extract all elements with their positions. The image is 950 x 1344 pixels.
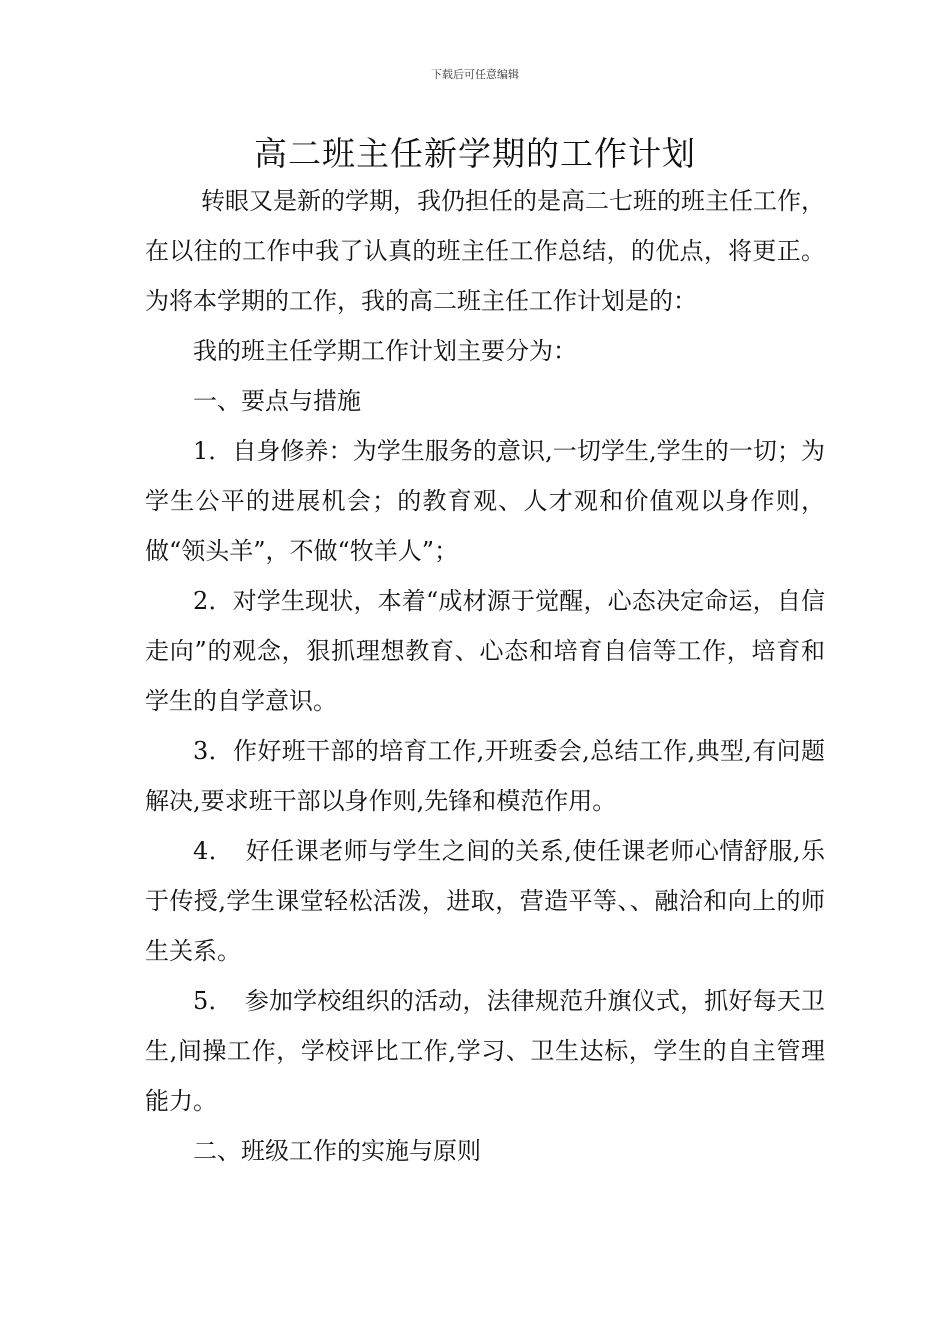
list-item-2: 2．对学生现状，本着“成材源于觉醒，心态决定命运，自信走向”的观念，狠抓理想教育、心态和培育自信等工作，培育和学生的自学意识。 <box>145 587 825 715</box>
section-heading-1: 一、要点与措施 <box>193 387 361 415</box>
document-title: 高二班主任新学期的工作计划 <box>254 134 696 173</box>
list-item-5: 5． 参加学校组织的活动，法律规范升旗仪式，抓好每天卫生,间操工作，学校评比工作,学习、卫生达标，学生的自主管理能力。 <box>145 987 825 1115</box>
header-note: 下载后可任意编辑 <box>431 68 519 81</box>
paragraph-plan-overview: 我的班主任学期工作计划主要分为： <box>193 337 577 365</box>
section-heading-2: 二、班级工作的实施与原则 <box>193 1137 481 1165</box>
list-item-4: 4． 好任课老师与学生之间的关系,使任课老师心情舒服,乐于传授,学生课堂轻松活泼，进取，营造平等、、融洽和向上的师生关系。 <box>145 837 825 965</box>
document-body <box>145 176 825 1176</box>
paragraph-intro: 转眼又是新的学期，我仍担任的是高二七班的班主任工作，在以往的工作中我了认真的班主任工作总结，的优点，将更正。为将本学期的工作，我的高二班主任工作计划是的： <box>145 187 825 315</box>
list-item-3: 3．作好班干部的培育工作,开班委会,总结工作,典型,有问题解决,要求班干部以身作则,先锋和模范作用。 <box>145 737 825 815</box>
list-item-1: 1．自身修养：为学生服务的意识,一切学生,学生的一切；为学生公平的进展机会；的教育观、人才观和价值观以身作则，做“领头羊”，不做“牧羊人”； <box>145 437 825 565</box>
